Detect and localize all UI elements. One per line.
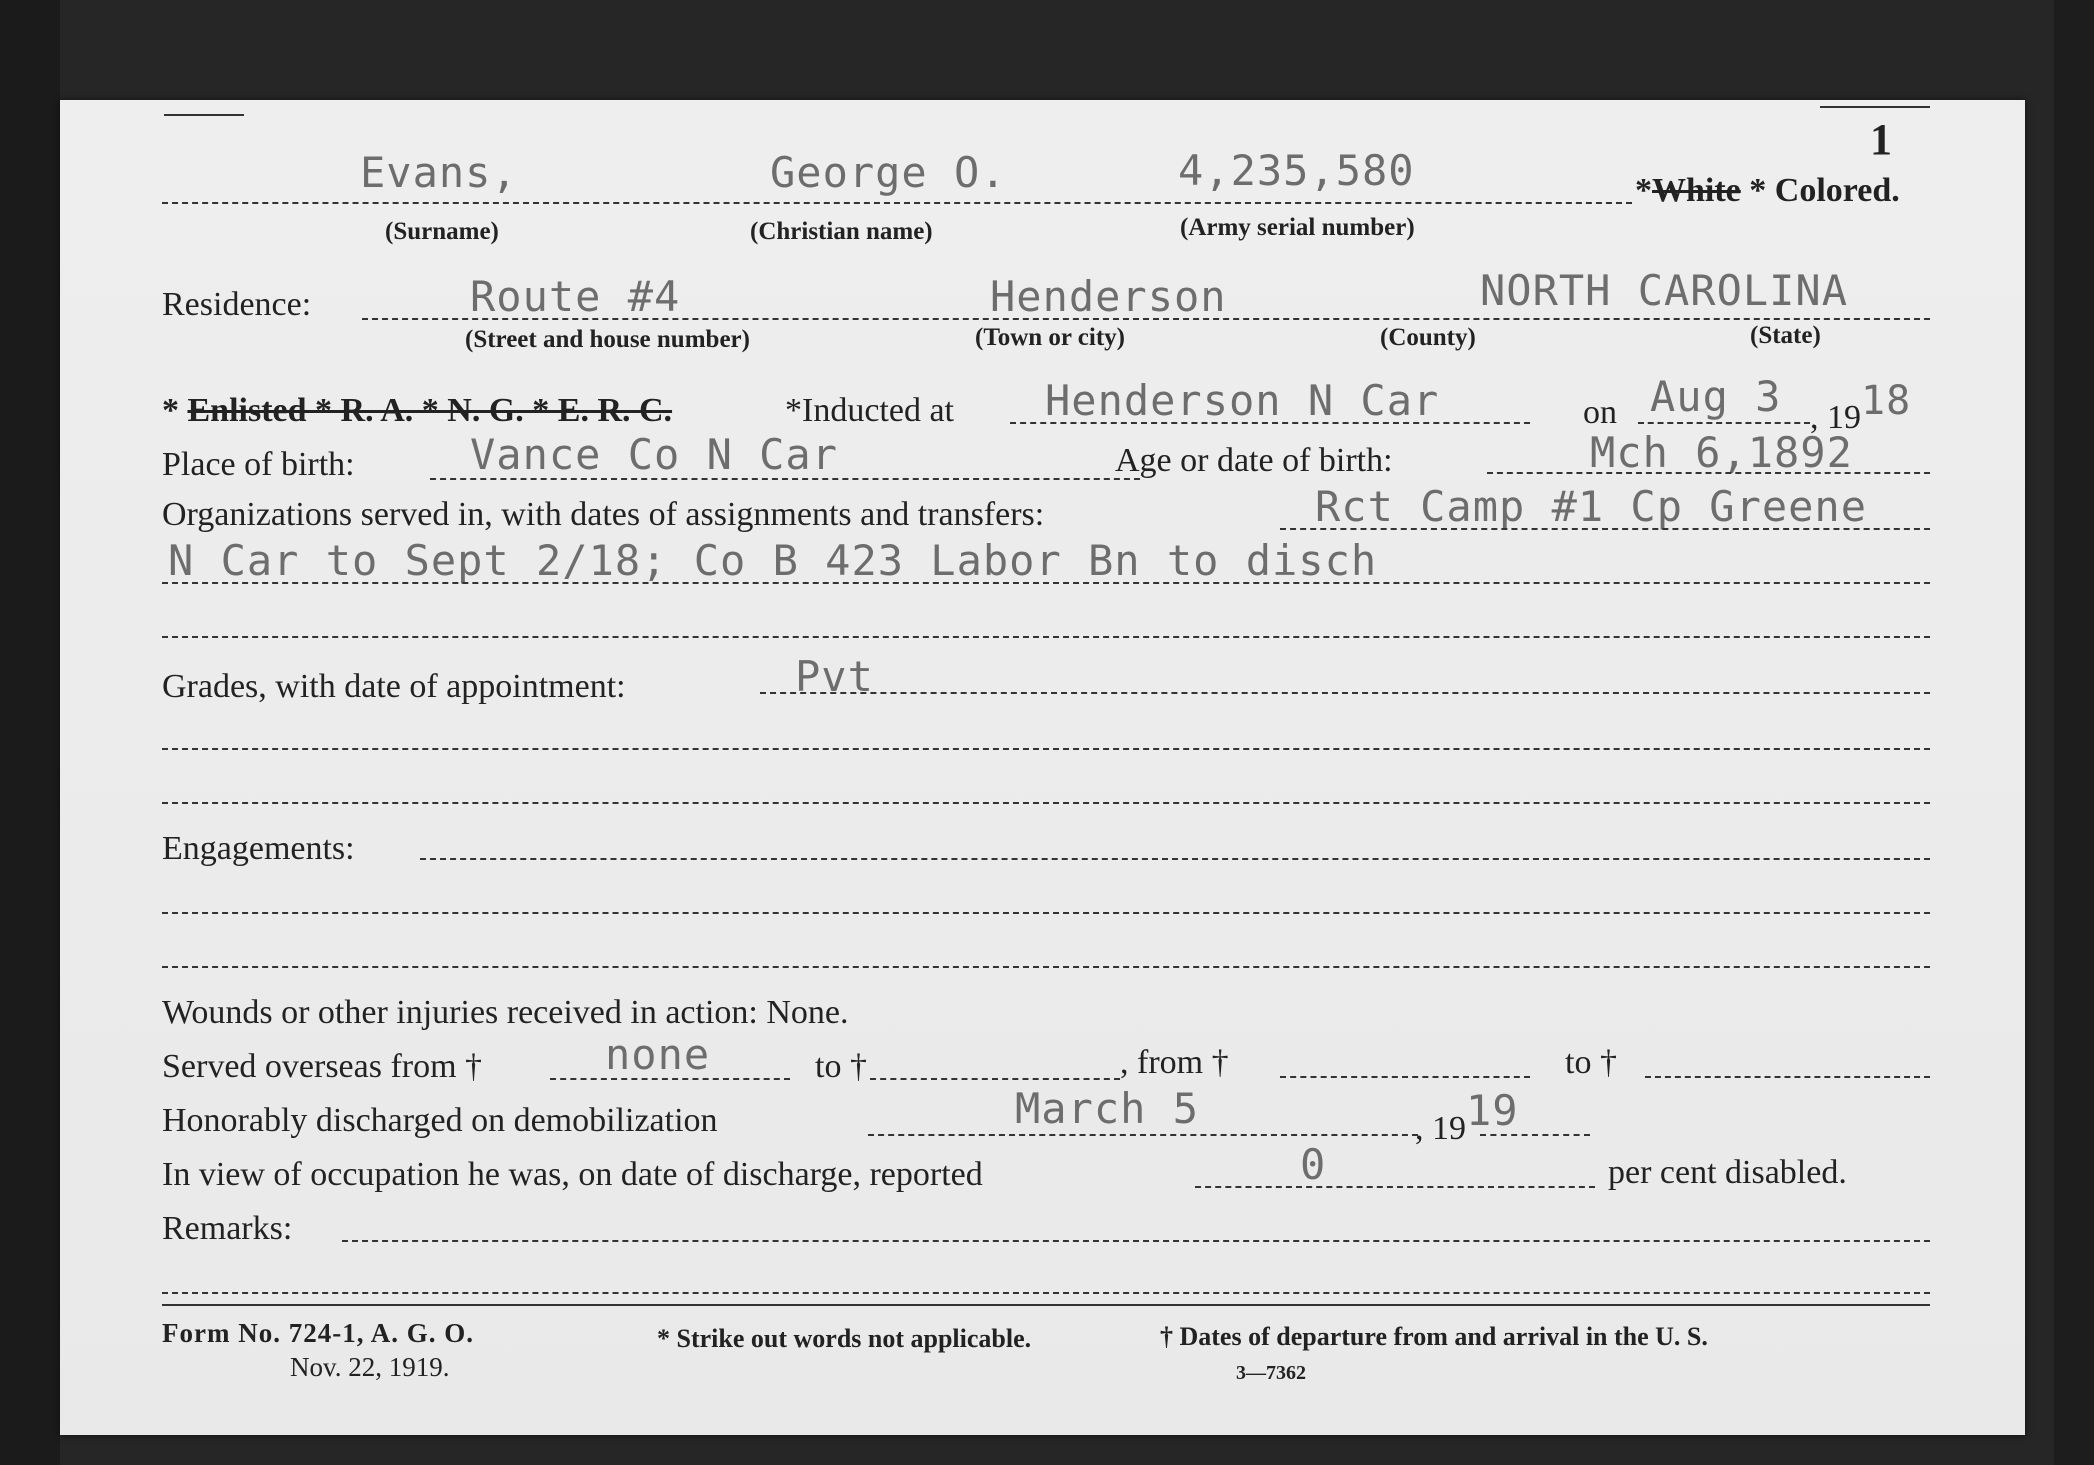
discharge-date-line (868, 1134, 1418, 1136)
date-of-birth-value: Mch 6,1892 (1590, 428, 1853, 477)
card-number: 1 (1870, 115, 1892, 164)
footer-rule (162, 1304, 1930, 1306)
form-number: Form No. 724-1, A. G. O. (162, 1318, 474, 1348)
overseas-from-label: Served overseas from † (162, 1048, 483, 1085)
grades-value: Pvt (795, 652, 874, 701)
engagements-label: Engagements: (162, 830, 355, 867)
service-record-card (60, 100, 2025, 1435)
christian-name-label: (Christian name) (750, 218, 933, 245)
scan-border-right (2054, 0, 2094, 1465)
race-white-struck: White (1652, 172, 1741, 209)
wounds-label: Wounds or other injuries received in action: (162, 994, 758, 1031)
discharge-year-line (1480, 1134, 1590, 1136)
residence-town-value: Henderson (990, 272, 1227, 321)
county-label: (County) (1380, 324, 1476, 351)
overseas-to-line (870, 1078, 1120, 1080)
overseas-from-line (550, 1078, 790, 1080)
inducted-date-value: Aug 3 (1650, 372, 1782, 421)
wounds-value: None. (766, 994, 849, 1031)
place-of-birth-value: Vance Co N Car (470, 430, 839, 479)
residence-state-value: NORTH CAROLINA (1480, 266, 1849, 315)
top-rule-left (164, 114, 244, 116)
engagements-line1 (420, 858, 1930, 860)
overseas-to-label: to † (815, 1048, 867, 1085)
scan-border-left (0, 0, 60, 1465)
date-of-birth-label: Age or date of birth: (1115, 442, 1393, 479)
state-label: (State) (1750, 322, 1821, 349)
inducted-year: , 1918 (1810, 378, 1912, 436)
organizations-value-line2: N Car to Sept 2/18; Co B 423 Labor Bn to disch (168, 536, 1378, 585)
wounds-row (162, 994, 849, 1032)
inducted-place-value: Henderson N Car (1045, 376, 1440, 425)
race-options: *White * Colored. (1635, 172, 1900, 209)
grades-line1 (760, 692, 1930, 694)
organizations-value-line1: Rct Camp #1 Cp Greene (1315, 482, 1868, 531)
remarks-line1 (342, 1240, 1930, 1242)
organizations-line1 (1280, 528, 1930, 530)
grades-label: Grades, with date of appointment: (162, 668, 626, 705)
residence-label: Residence: (162, 286, 312, 323)
grades-line3 (162, 802, 1930, 804)
disability-value: 0 (1300, 1140, 1327, 1189)
enlistment-type-struck: * Enlisted * R. A. * N. G. * E. R. C. (162, 392, 673, 429)
race-colored: Colored. (1774, 172, 1900, 209)
on-label: on (1583, 394, 1617, 431)
strike-note: * Strike out words not applicable. (657, 1324, 1032, 1353)
overseas-from-value: none (605, 1030, 711, 1079)
residence-line (362, 318, 1930, 320)
overseas-to2-line (1645, 1076, 1930, 1078)
discharge-year: , 1919 (1415, 1086, 1519, 1147)
street-label: (Street and house number) (465, 326, 750, 353)
organizations-line3 (162, 636, 1930, 638)
name-line (162, 202, 1632, 204)
overseas-to2-label: to † (1565, 1044, 1617, 1081)
engagements-line3 (162, 966, 1930, 968)
inducted-date-line (1638, 422, 1810, 424)
place-of-birth-line (430, 478, 1140, 480)
engagements-line2 (162, 912, 1930, 914)
serial-number-value: 4,235,580 (1178, 146, 1415, 195)
surname-label: (Surname) (385, 218, 499, 245)
grades-line2 (162, 748, 1930, 750)
top-rule-right (1820, 106, 1930, 108)
residence-street-value: Route #4 (470, 272, 681, 321)
overseas-from2-label: , from † (1120, 1044, 1229, 1081)
discharge-date-value: March 5 (1015, 1084, 1200, 1133)
inducted-at-label: *Inducted at (785, 392, 954, 429)
disability-suffix: per cent disabled. (1608, 1154, 1847, 1191)
surname-value: Evans, (360, 148, 518, 197)
remarks-line2 (162, 1292, 1930, 1294)
inducted-place-line (1010, 422, 1530, 424)
discharge-label: Honorably discharged on demobilization (162, 1102, 718, 1139)
organizations-line2 (162, 582, 1930, 584)
organizations-label: Organizations served in, with dates of assignments and transfers: (162, 496, 1045, 533)
disability-label: In view of occupation he was, on date of discharge, reported (162, 1156, 983, 1193)
form-date: Nov. 22, 1919. (290, 1352, 450, 1382)
dates-note: † Dates of departure from and arrival in the U. S. (1160, 1322, 1708, 1351)
remarks-label: Remarks: (162, 1210, 293, 1247)
serial-number-label: (Army serial number) (1180, 214, 1415, 241)
christian-name-value: George O. (770, 148, 1007, 197)
overseas-from2-line (1280, 1076, 1530, 1078)
print-code: 3—7362 (1236, 1362, 1306, 1384)
disability-line (1195, 1186, 1595, 1188)
town-label: (Town or city) (975, 324, 1125, 351)
place-of-birth-label: Place of birth: (162, 446, 355, 483)
date-of-birth-line (1487, 472, 1930, 474)
